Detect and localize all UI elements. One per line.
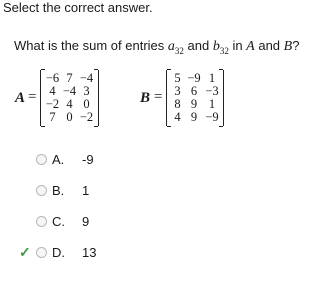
matrix-b-cell: 1 <box>208 97 216 111</box>
matrix-b-cell: 4 <box>174 110 181 124</box>
matrix-b-cell: −9 <box>187 71 201 85</box>
matrix-b-cell: 1 <box>208 71 216 85</box>
matrix-b-cell: 8 <box>174 97 181 111</box>
matrix-b-label: B <box>140 90 151 106</box>
var-b: $b_{32}$ <box>212 39 229 56</box>
matrix-a-cell: 4 <box>49 84 56 98</box>
matrix-a-cell: 7 <box>49 110 56 124</box>
matrix-a-label: A <box>15 90 26 106</box>
matrix-a-cell: 0 <box>83 97 90 111</box>
matrix-b-cell: −9 <box>205 110 219 124</box>
matrix-b-cell: −3 <box>205 84 219 98</box>
matrix-a-cell: −6 <box>45 71 60 85</box>
matrix-b-equals: = <box>154 89 163 105</box>
matrix-b-cell: 9 <box>190 97 198 111</box>
radio-c[interactable] <box>36 216 47 227</box>
matrix-a-cell: −4 <box>79 71 94 85</box>
var-a: $a_{32}$ <box>167 39 184 56</box>
matrix-b <box>166 70 224 126</box>
matrix-b-cell: 6 <box>190 84 198 98</box>
matrix-a-cell: −2 <box>45 97 60 111</box>
question-text: What is the sum of entries $a_{32}$ and $b_{32}$ in A and B? <box>14 38 300 56</box>
matrix-a-cell: 7 <box>66 71 73 85</box>
matrix-a <box>40 70 99 126</box>
radio-d[interactable] <box>36 247 47 258</box>
radio-a[interactable] <box>36 154 47 165</box>
matrix-b-cell: 9 <box>190 110 198 124</box>
radio-b[interactable] <box>36 185 47 196</box>
matrix-a-cell: 0 <box>66 110 73 124</box>
instruction-text: Select the correct answer. <box>3 0 153 15</box>
matrix-b-cell: 3 <box>174 84 181 98</box>
matrix-a-cell: −2 <box>79 110 94 124</box>
matrix-a-cell: −4 <box>62 84 77 98</box>
matrix-b-cell: 5 <box>174 71 181 85</box>
matrix-a-cell: 4 <box>66 97 73 111</box>
matrix-a-cell: 3 <box>83 84 90 98</box>
matrix-a-equals: = <box>28 89 37 105</box>
check-icon: ✓ <box>19 244 31 260</box>
